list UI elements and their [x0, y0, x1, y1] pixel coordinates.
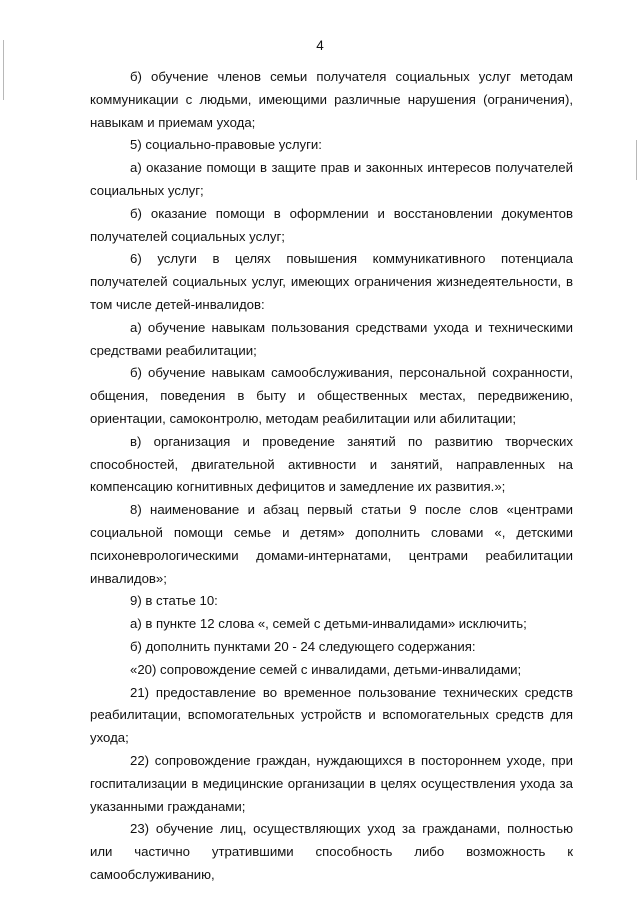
paragraph: а) оказание помощи в защите прав и законных интересов получателей социальных услуг;: [90, 160, 573, 198]
paragraph: 5) социально-правовые услуги:: [130, 137, 322, 153]
document-body: [90, 66, 573, 887]
paragraph: б) оказание помощи в оформлении и восстановлении документов получателей социальных услуг;: [90, 205, 573, 244]
paragraph: 6) услуги в целях повышения коммуникативного потенциала получателей социальных услуг, имеющих ограничения жизнедеятельности, в том числе детей-инвалидов:: [90, 251, 573, 312]
paragraph: б) обучение членов семьи получателя социальных услуг методам коммуникации с людьми, имеющими различные нарушения (ограничения), навыкам и приемам ухода;: [90, 69, 573, 130]
paragraph: а) обучение навыкам пользования средствами ухода и техническими средствами реабилитации;: [90, 319, 573, 358]
paragraph: а) в пункте 12 слова «, семей с детьми-инвалидами» исключить;: [130, 616, 527, 632]
paragraph: б) дополнить пунктами 20 - 24 следующего содержания:: [130, 638, 476, 654]
paragraph: б) обучение навыкам самообслуживания, персональной сохранности, общения, поведения в быту и общественных местах, передвижению, ориентации, самоконтролю, методам реабилитации или абилитации;: [90, 365, 573, 426]
paragraph: 9) в статье 10:: [130, 593, 218, 609]
page-number: 4: [316, 38, 324, 53]
paragraph: в) организация и проведение занятий по развитию творческих способностей, двигательной активности и занятий, направленных на компенсацию когнитивных дефицитов и замедление их развития.»;: [90, 433, 573, 495]
scan-edge-mark-right: [636, 140, 637, 180]
paragraph: 23) обучение лиц, осуществляющих уход за гражданами, полностью или частично утратившими способность либо возможность к самообслуживанию,: [90, 821, 573, 882]
paragraph: 22) сопровождение граждан, нуждающихся в постороннем уходе, при госпитализации в медицинские организации в целях осуществления ухода за указанными гражданами;: [90, 752, 573, 814]
paragraph: 21) предоставление во временное пользование технических средств реабилитации, вспомогательных устройств и вспомогательных средств для ухода;: [90, 684, 573, 746]
paragraph: 8) наименование и абзац первый статьи 9 после слов «центрами социальной помощи семье и детям» дополнить словами «, детскими психоневрологическими домами-интернатами, центрами реабилитации инвалидов»;: [90, 502, 573, 586]
paragraph: «20) сопровождение семей с инвалидами, детьми-инвалидами;: [130, 661, 522, 677]
